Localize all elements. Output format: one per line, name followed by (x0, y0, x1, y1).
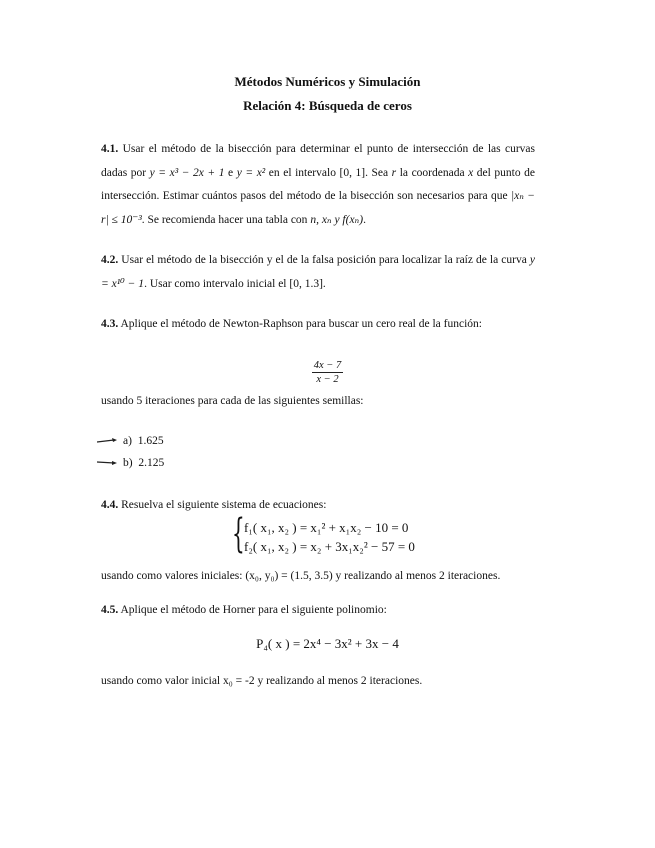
polynomial: P₄( x ) = 2x⁴ − 3x² + 3x − 4 (256, 636, 399, 651)
curve-equation: y = x¹⁰ − 1 (101, 254, 535, 290)
exercise-4-4 (101, 499, 326, 511)
exercise-text: Resuelva el siguiente sistema de ecuaciones: (118, 499, 327, 511)
exercise-4-1 (101, 138, 535, 232)
arrow-bullet-icon (97, 459, 117, 467)
seed-label: a) (123, 435, 132, 447)
curve-equation: y = x³ − 2x + 1 (149, 166, 225, 179)
variable: r (391, 166, 397, 179)
horner-initial: usando como valor inicial x₀ = -2 y realizando al menos 2 iteraciones. (101, 675, 423, 687)
arrow-bullet-icon (97, 437, 117, 445)
exercise-text: . (363, 213, 366, 226)
exercise-4-3 (101, 318, 482, 330)
exercise-number: 4.1. (101, 143, 119, 155)
condition: |xₙ − r| ≤ 10⁻³ (101, 190, 535, 226)
system-equation-1: f₁( x₁, x₂ ) = x₁² + x₁x₂ − 10 = 0 (244, 520, 409, 535)
exercise-text: la coordenada (396, 166, 469, 179)
table-variables: n, xₙ y f(xₙ) (310, 213, 364, 226)
exercise-text: en el intervalo [0, 1]. Sea (265, 166, 392, 179)
course-title: Métodos Numéricos y Simulación (234, 74, 421, 89)
exercise-4-5 (101, 604, 387, 616)
seeds-intro: usando 5 iteraciones para cada de las siguientes semillas: (101, 395, 364, 407)
exercise-text: Usar el método de la bisección para determinar el punto de intersección de las curvas dadas por (101, 143, 535, 179)
exercise-number: 4.4. (101, 499, 119, 511)
exercise-text: . Se recomienda hacer una tabla con (141, 213, 311, 226)
sheet-title: Relación 4: Búsqueda de ceros (243, 98, 412, 113)
exercise-text: e (224, 166, 237, 179)
exercise-4-2 (101, 249, 535, 296)
function-fraction (0, 359, 655, 386)
system-equation-2: f₂( x₁, x₂ ) = x₂ + 3x₁x₂² − 57 = 0 (244, 539, 415, 554)
exercise-text: del punto de intersección. Estimar cuántos pasos del método de la bisección son necesarios para que (101, 166, 535, 202)
seed-item-b (97, 457, 164, 469)
seed-label: b) (123, 457, 133, 469)
initial-values: usando como valores iniciales: (x₀, y₀) = (1.5, 3.5) y realizando al menos 2 iteraciones. (101, 570, 501, 582)
seed-item-a (97, 435, 164, 447)
fraction-denominator: x − 2 (316, 374, 339, 385)
system-brace: { (232, 511, 245, 557)
exercise-number: 4.3. (101, 318, 119, 330)
exercise-text: . Usar como intervalo inicial el [0, 1.3]. (144, 277, 326, 290)
exercise-text: Aplique el método de Newton-Raphson para buscar un cero real de la función: (118, 318, 482, 330)
variable: x (468, 166, 474, 179)
fraction-numerator: 4x − 7 (313, 360, 342, 371)
seed-value: 2.125 (138, 457, 165, 469)
seed-value: 1.625 (137, 435, 164, 447)
exercise-number: 4.5. (101, 604, 119, 616)
exercise-number: 4.2. (101, 254, 119, 266)
exercise-text: Aplique el método de Horner para el siguiente polinomio: (118, 604, 387, 616)
curve-equation: y = x² (236, 166, 266, 179)
exercise-text: Usar el método de la bisección y el de la falsa posición para localizar la raíz de la curva (118, 254, 530, 266)
